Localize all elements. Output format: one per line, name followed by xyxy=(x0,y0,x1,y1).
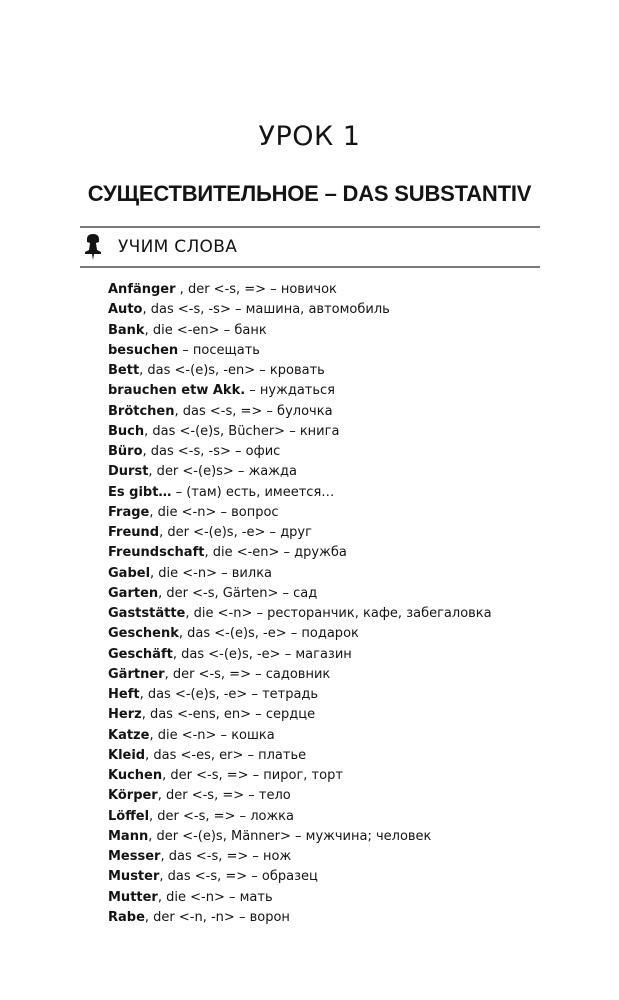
vocab-term: Löffel xyxy=(108,808,150,824)
chapter-title: СУЩЕСТВИТЕЛЬНОЕ – DAS SUBSTANTIV xyxy=(87,181,532,207)
vocab-term: Bett xyxy=(108,363,140,378)
vocab-entry xyxy=(108,604,548,624)
vocab-entry xyxy=(108,746,548,766)
vocab-entry xyxy=(108,847,548,867)
vocab-definition: , der <-(e)s> – жажда xyxy=(148,464,297,480)
vocab-definition: , der <-n, -n> – ворон xyxy=(144,909,290,925)
vocab-definition: , das <-s, -s> – машина, автомобиль xyxy=(142,302,390,318)
vocab-definition: , die <-n> – ресторанчик, кафе, забегаловка xyxy=(185,606,492,621)
vocab-definition: , der <-s, => – пирог, торт xyxy=(162,768,343,783)
vocab-definition: , das <-es, er> – платье xyxy=(145,747,307,763)
vocab-term: Gärtner xyxy=(108,666,165,682)
vocab-term: Garten xyxy=(108,585,159,601)
vocab-term: Bank xyxy=(108,322,145,338)
vocab-term: Durst xyxy=(108,464,149,480)
vocab-term: Heft xyxy=(108,687,140,702)
vocab-term: Büro xyxy=(108,444,143,459)
vocab-definition: – нуждаться xyxy=(245,383,335,399)
vocab-definition: , das <-ens, en> – сердце xyxy=(141,707,316,723)
vocab-definition: , die <-en> – банк xyxy=(144,322,267,338)
vocab-entry xyxy=(108,786,548,806)
vocab-definition: , das <-(e)s, -en> – кровать xyxy=(139,363,325,378)
vocab-entry xyxy=(108,766,548,786)
vocab-term: Gaststätte xyxy=(108,606,186,621)
vocab-entry xyxy=(108,543,548,563)
vocab-term: Es gibt… xyxy=(108,484,172,500)
vocab-entry xyxy=(108,523,548,543)
vocab-definition: , die <-n> – вопрос xyxy=(149,504,279,520)
vocab-entry xyxy=(108,807,548,827)
vocab-entry xyxy=(108,645,548,665)
vocab-definition: , das <-(e)s, -e> – подарок xyxy=(178,626,359,642)
vocab-entry xyxy=(108,726,548,746)
vocab-definition: , der <-s, => – тело xyxy=(157,788,291,804)
section-rule-top xyxy=(80,226,540,228)
vocab-entry xyxy=(108,442,548,462)
vocab-entry xyxy=(108,361,548,381)
vocab-entry xyxy=(108,564,548,584)
vocabulary-list xyxy=(108,280,548,928)
vocab-definition: , die <-n> – мать xyxy=(157,889,273,905)
vocab-entry xyxy=(108,422,548,442)
vocab-definition: , die <-n> – вилка xyxy=(150,565,273,581)
vocab-term: Anfänger xyxy=(108,282,176,297)
vocab-term: Muster xyxy=(108,869,160,885)
vocab-entry xyxy=(108,341,548,361)
vocab-definition: , der <-s, Gärten> – сад xyxy=(158,585,318,601)
vocab-term: Buch xyxy=(108,423,145,439)
vocab-term: Kleid xyxy=(108,747,146,763)
vocab-definition: , das <-(e)s, Bücher> – книга xyxy=(144,423,340,439)
vocab-term: Frage xyxy=(108,504,150,520)
vocab-entry xyxy=(108,685,548,705)
vocab-definition: , das <-s, -s> – офис xyxy=(142,444,281,459)
vocab-term: Gabel xyxy=(108,565,151,581)
vocab-entry xyxy=(108,321,548,341)
vocab-entry xyxy=(108,888,548,908)
vocab-definition: – (там) есть, имеется… xyxy=(171,484,335,500)
vocab-entry xyxy=(108,402,548,422)
vocab-definition: , der <-(e)s, -e> – друг xyxy=(159,525,312,540)
pushpin-icon xyxy=(82,233,104,261)
vocab-term: Mutter xyxy=(108,889,158,905)
vocab-definition: , das <-s, => – булочка xyxy=(174,403,333,419)
vocab-definition: , das <-s, => – образец xyxy=(159,869,318,885)
vocab-term: Brötchen xyxy=(108,403,175,419)
vocab-entry xyxy=(108,300,548,320)
vocab-entry xyxy=(108,705,548,725)
vocab-entry xyxy=(108,503,548,523)
vocab-term: Freundschaft xyxy=(108,545,205,561)
vocab-definition: , der <-(e)s, Männer> – мужчина; человек xyxy=(148,828,432,844)
lesson-title: УРОК 1 xyxy=(258,121,361,153)
section-title: УЧИМ СЛОВА xyxy=(118,237,238,257)
vocab-term: Mann xyxy=(108,828,149,844)
vocab-term: Kuchen xyxy=(108,768,163,783)
vocab-entry xyxy=(108,624,548,644)
vocab-entry xyxy=(108,483,548,503)
vocab-definition: , das <-(e)s, -e> – тетрадь xyxy=(139,687,319,702)
vocab-definition: , der <-s, => – ложка xyxy=(149,808,294,824)
vocab-entry xyxy=(108,381,548,401)
section-rule-bottom xyxy=(80,266,540,268)
section-header xyxy=(80,232,237,262)
vocab-term: Geschäft xyxy=(108,646,173,662)
vocab-term: Herz xyxy=(108,707,142,723)
vocab-term: Auto xyxy=(108,302,143,318)
vocab-term: Körper xyxy=(108,788,158,804)
vocab-definition: , der <-s, => – садовник xyxy=(164,666,331,682)
vocab-entry xyxy=(108,908,548,928)
vocab-entry xyxy=(108,584,548,604)
vocab-term: Rabe xyxy=(108,909,145,925)
vocab-definition: , der <-s, => – новичок xyxy=(175,282,337,297)
vocab-term: Katze xyxy=(108,727,150,743)
vocab-term: Freund xyxy=(108,525,160,540)
vocab-definition: , die <-n> – кошка xyxy=(149,727,275,743)
vocab-entry xyxy=(108,665,548,685)
vocab-entry xyxy=(108,462,548,482)
vocab-definition: – посещать xyxy=(178,342,260,358)
vocab-term: besuchen xyxy=(108,342,179,358)
vocab-term: Geschenk xyxy=(108,626,179,642)
vocab-term: brauchen etw Akk. xyxy=(108,383,246,399)
vocab-term: Messer xyxy=(108,849,161,864)
vocab-definition: , das <-s, => – нож xyxy=(160,849,292,864)
vocab-entry xyxy=(108,827,548,847)
vocab-entry xyxy=(108,867,548,887)
vocab-definition: , die <-en> – дружба xyxy=(204,545,347,561)
vocab-definition: , das <-(e)s, -e> – магазин xyxy=(172,646,352,662)
vocab-entry xyxy=(108,280,548,300)
